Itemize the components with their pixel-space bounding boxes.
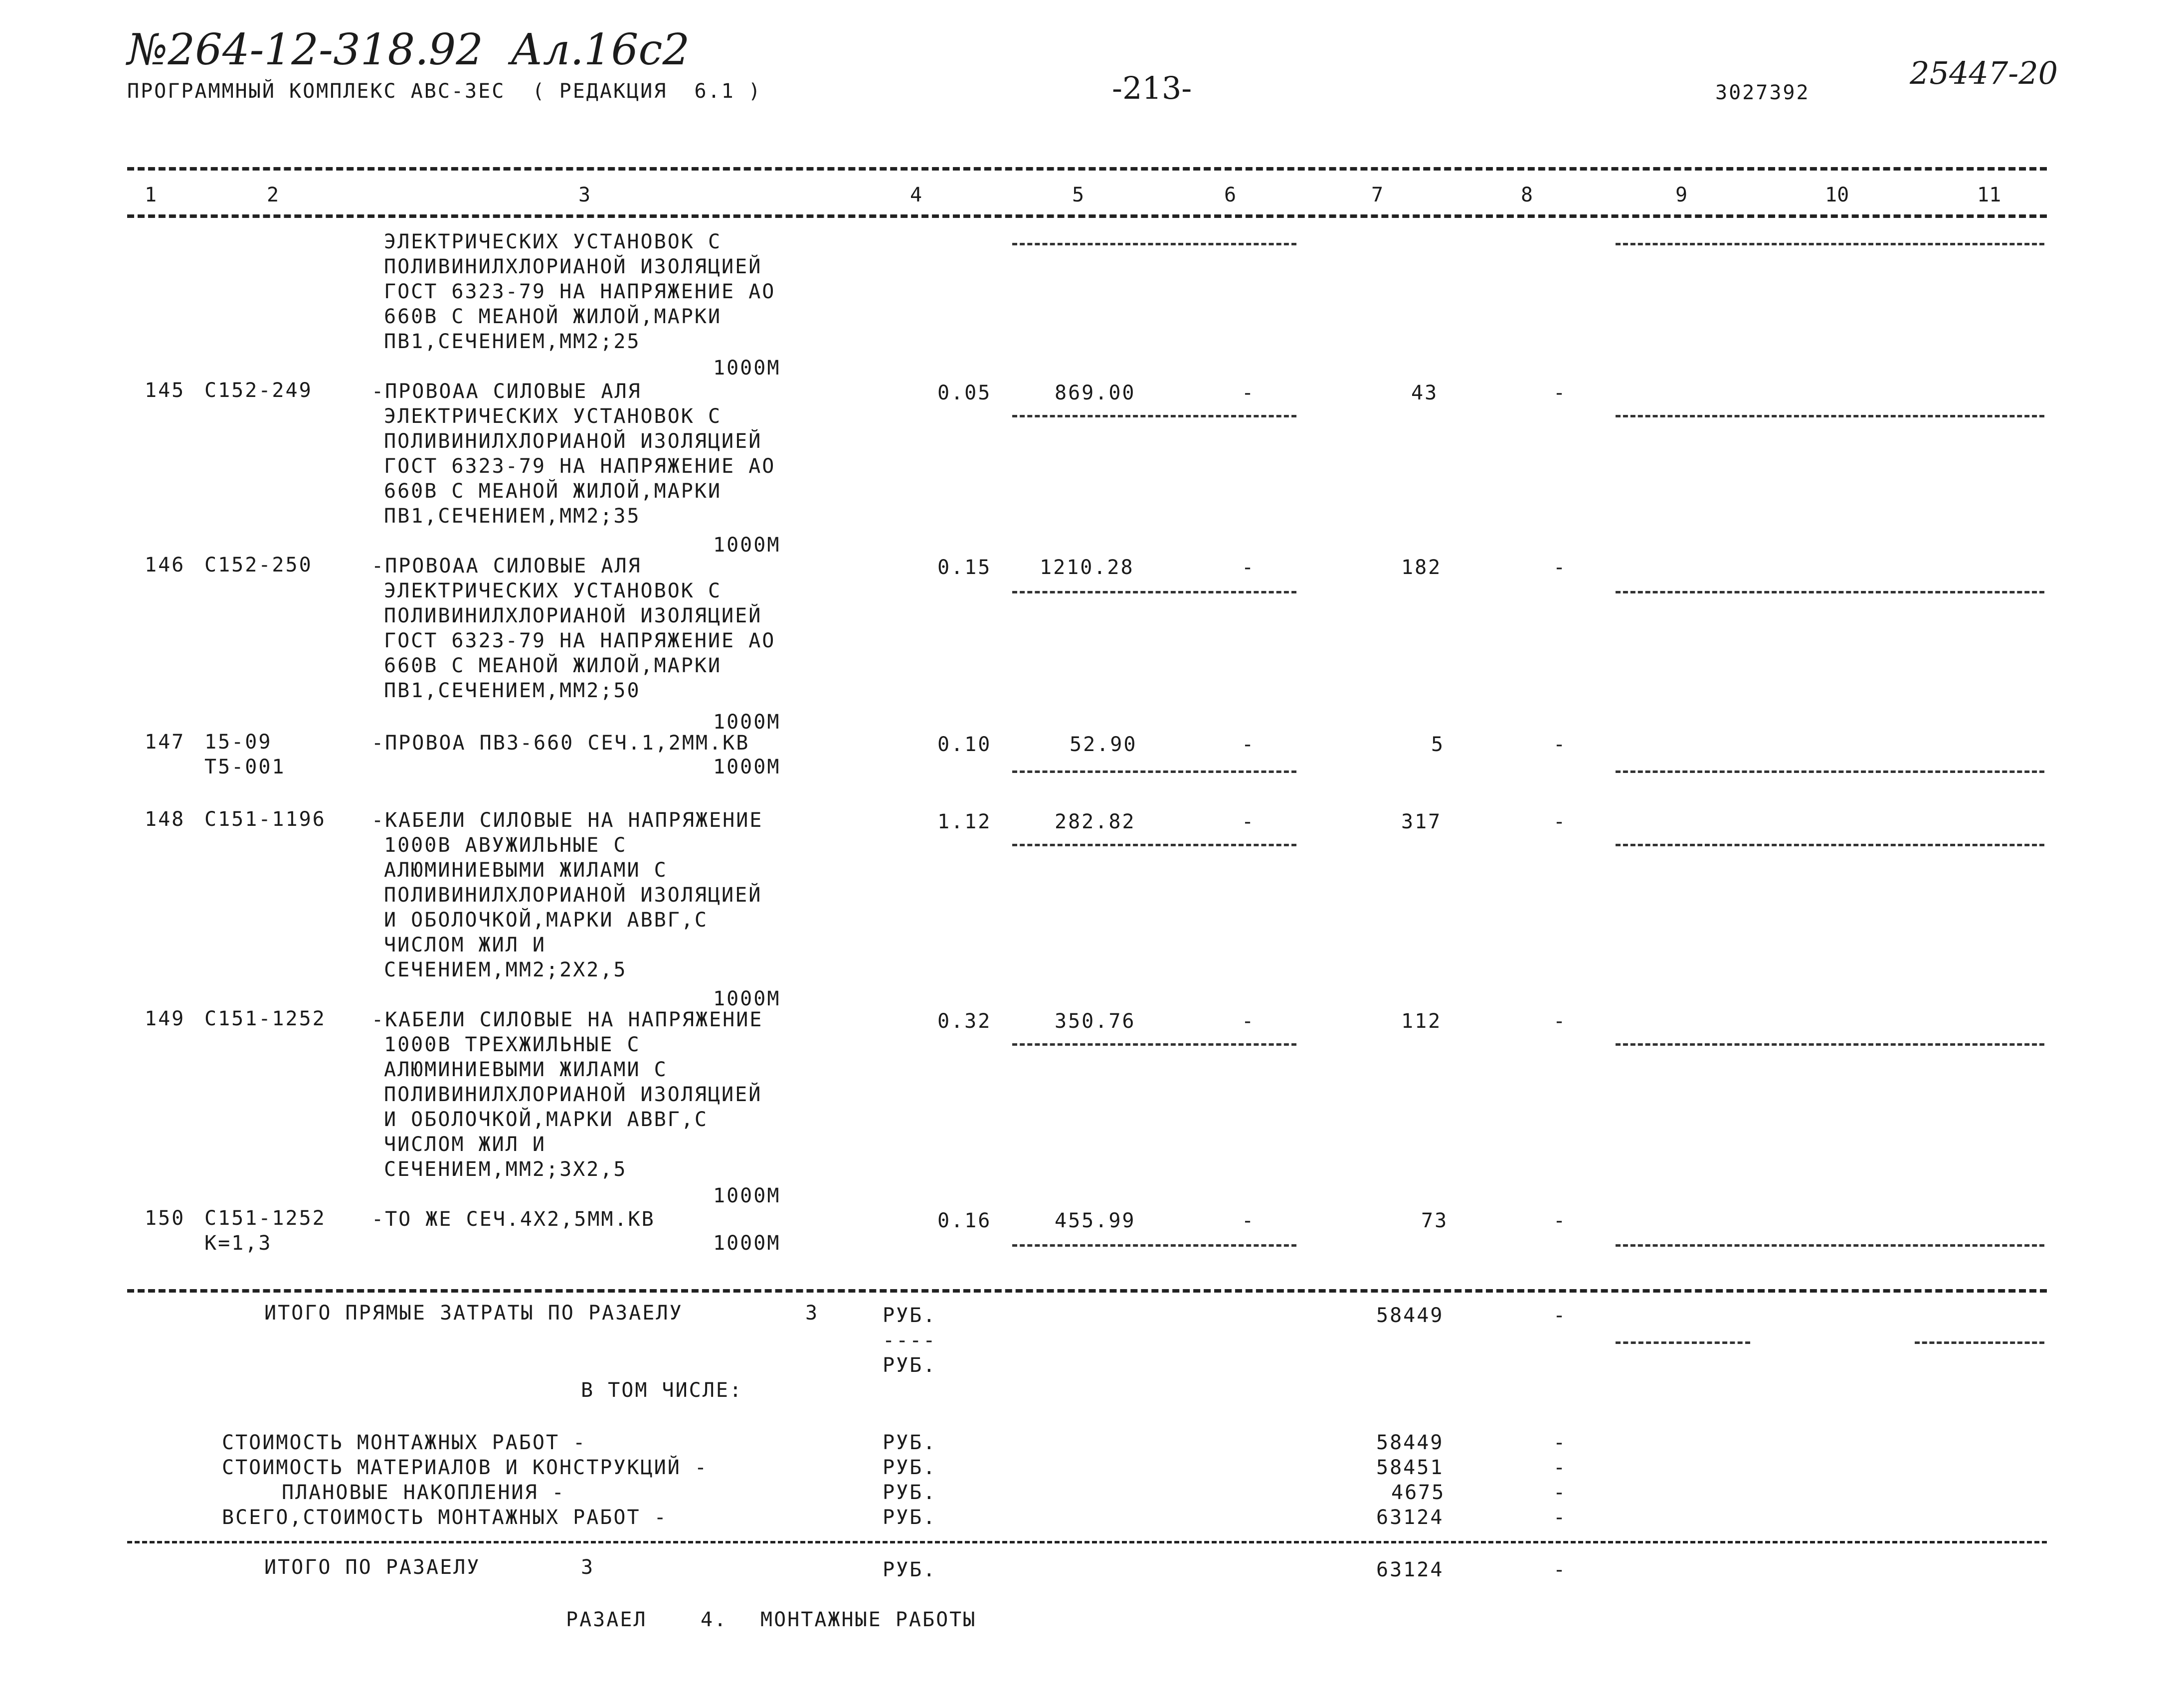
divider bbox=[1012, 844, 1296, 846]
total-direct-col8: - bbox=[1553, 1304, 1567, 1327]
divider bbox=[127, 1541, 2047, 1543]
section-heading-number: 4. bbox=[701, 1608, 728, 1631]
total-item-value: 58451 bbox=[1376, 1456, 1444, 1479]
row-col6: - bbox=[1242, 381, 1256, 404]
total-item-currency: РУБ. bbox=[883, 1506, 937, 1529]
total-item-col8: - bbox=[1553, 1456, 1567, 1479]
divider bbox=[1012, 1244, 1296, 1247]
row-code: С152-249 bbox=[204, 379, 313, 402]
col-header-7: 7 bbox=[1371, 184, 1384, 206]
handwritten-reference: №264-12-318.92 Ал.16с2 bbox=[127, 25, 690, 75]
section-heading-title: МОНТАЖНЫЕ РАБОТЫ bbox=[760, 1608, 977, 1631]
page-number: -213- bbox=[1112, 70, 1192, 106]
total-item-currency: РУБ. bbox=[883, 1456, 937, 1479]
total-item-label: СТОИМОСТЬ МАТЕРИАЛОВ И КОНСТРУКЦИЙ - bbox=[222, 1456, 708, 1479]
col-header-8: 8 bbox=[1521, 184, 1533, 206]
total-direct-currency-alt: РУБ. bbox=[883, 1354, 937, 1377]
divider bbox=[1616, 415, 2044, 417]
program-title: ПРОГРАММНЫЙ КОМПЛЕКС АВС-3ЕС ( РЕДАКЦИЯ 6.1 ) bbox=[127, 80, 762, 103]
row-code-secondary: К=1,3 bbox=[204, 1232, 272, 1255]
divider bbox=[127, 167, 2047, 171]
col-header-3: 3 bbox=[578, 184, 591, 206]
row-col7: 73 bbox=[1421, 1209, 1449, 1232]
row-price: 1210.28 bbox=[1040, 556, 1134, 579]
row-number: 150 bbox=[145, 1207, 185, 1230]
total-item-col8: - bbox=[1553, 1431, 1567, 1454]
divider bbox=[1012, 415, 1296, 417]
row-description: -КАБЕЛИ СИЛОВЫЕ НА НАПРЯЖЕНИЕ 1000В ТРЕХЖИЛЬНЫЕ С АЛЮМИНИЕВЫМИ ЖИЛАМИ С ПОЛИВИНИЛХЛОРИАНОЙ ИЗОЛЯЦИЕЙ И ОБОЛОЧКОЙ,МАРКИ АВВГ,С ЧИСЛОМ ЖИЛ И СЕЧЕНИЕМ,ММ2;3Х2,5 bbox=[371, 1008, 763, 1181]
row-col6: - bbox=[1242, 1209, 1256, 1232]
row-col7: 112 bbox=[1401, 1010, 1442, 1033]
total-item-value: 63124 bbox=[1376, 1506, 1444, 1529]
row-col8: - bbox=[1553, 1209, 1567, 1232]
row-quantity: 0.16 bbox=[937, 1209, 992, 1232]
row-col7: 5 bbox=[1431, 733, 1445, 756]
divider bbox=[1012, 770, 1296, 773]
row-price: 52.90 bbox=[1070, 733, 1137, 756]
divider bbox=[1012, 243, 1296, 245]
row-col8: - bbox=[1553, 381, 1567, 404]
handwritten-code: 25447-20 bbox=[1910, 55, 2058, 91]
col-header-4: 4 bbox=[910, 184, 922, 206]
row-col8: - bbox=[1553, 733, 1567, 756]
section-total-currency: РУБ. bbox=[883, 1558, 937, 1581]
divider bbox=[1616, 591, 2044, 593]
section-heading-label: РАЗАЕЛ bbox=[566, 1608, 647, 1631]
row-col6: - bbox=[1242, 1010, 1256, 1033]
total-item-label: ВСЕГО,СТОИМОСТЬ МОНТАЖНЫХ РАБОТ - bbox=[222, 1506, 668, 1529]
row-number: 148 bbox=[145, 808, 185, 831]
divider bbox=[1012, 1043, 1296, 1046]
row-code: С151-1252 bbox=[204, 1007, 326, 1030]
row-description: -ПРОВОАА СИЛОВЫЕ АЛЯ ЭЛЕКТРИЧЕСКИХ УСТАНОВОК С ПОЛИВИНИЛХЛОРИАНОЙ ИЗОЛЯЦИЕЙ ГОСТ 6323-79 НА НАПРЯЖЕНИЕ АО 660В С МЕАНОЙ ЖИЛОЙ,МАРКИ ПВ1,СЕЧЕНИЕМ,ММ2;50 bbox=[371, 555, 776, 702]
document-code: 3027392 bbox=[1715, 81, 1810, 104]
row-quantity: 0.05 bbox=[937, 381, 992, 404]
row-quantity: 0.32 bbox=[937, 1010, 992, 1033]
row-description: -КАБЕЛИ СИЛОВЫЕ НА НАПРЯЖЕНИЕ 1000В АВУЖИЛЬНЫЕ С АЛЮМИНИЕВЫМИ ЖИЛАМИ С ПОЛИВИНИЛХЛОРИАНОЙ ИЗОЛЯЦИЕЙ И ОБОЛОЧКОЙ,МАРКИ АВВГ,С ЧИСЛОМ ЖИЛ И СЕЧЕНИЕМ,ММ2;2Х2,5 bbox=[371, 809, 763, 981]
col-header-10: 10 bbox=[1825, 184, 1849, 206]
col-header-9: 9 bbox=[1675, 184, 1688, 206]
total-direct-value: 58449 bbox=[1376, 1304, 1444, 1327]
row-number: 149 bbox=[145, 1007, 185, 1030]
row-code: С151-1252 bbox=[204, 1207, 326, 1230]
row-quantity: 1.12 bbox=[937, 810, 992, 833]
total-item-label: СТОИМОСТЬ МОНТАЖНЫХ РАБОТ - bbox=[222, 1431, 587, 1454]
row-unit: 1000М bbox=[713, 1184, 781, 1207]
continuation-unit: 1000М bbox=[713, 357, 781, 380]
row-number: 145 bbox=[145, 379, 185, 402]
divider bbox=[127, 1289, 2047, 1293]
section-total-value: 63124 bbox=[1376, 1558, 1444, 1581]
row-description: -ПРОВОАА СИЛОВЫЕ АЛЯ ЭЛЕКТРИЧЕСКИХ УСТАНОВОК С ПОЛИВИНИЛХЛОРИАНОЙ ИЗОЛЯЦИЕЙ ГОСТ 6323-79 НА НАПРЯЖЕНИЕ АО 660В С МЕАНОЙ ЖИЛОЙ,МАРКИ ПВ1,СЕЧЕНИЕМ,ММ2;35 bbox=[371, 380, 776, 528]
including-label: В ТОМ ЧИСЛЕ: bbox=[581, 1379, 743, 1402]
total-direct-currency: РУБ. bbox=[883, 1304, 937, 1327]
row-price: 350.76 bbox=[1055, 1010, 1136, 1033]
row-col6: - bbox=[1242, 810, 1256, 833]
total-currency-dash: ---- bbox=[883, 1329, 937, 1352]
row-price: 455.99 bbox=[1055, 1209, 1136, 1232]
divider bbox=[1616, 844, 2044, 846]
total-item-value: 58449 bbox=[1376, 1431, 1444, 1454]
divider bbox=[1616, 1043, 2044, 1046]
total-direct-section: 3 bbox=[805, 1302, 819, 1325]
row-unit: 1000М bbox=[713, 1232, 781, 1255]
continuation-description: ЭЛЕКТРИЧЕСКИХ УСТАНОВОК С ПОЛИВИНИЛХЛОРИАНОЙ ИЗОЛЯЦИЕЙ ГОСТ 6323-79 НА НАПРЯЖЕНИЕ АО 660В С МЕАНОЙ ЖИЛОЙ,МАРКИ ПВ1,СЕЧЕНИЕМ,ММ2;25 bbox=[384, 230, 776, 353]
total-item-label: ПЛАНОВЫЕ НАКОПЛЕНИЯ - bbox=[282, 1481, 565, 1504]
row-quantity: 0.15 bbox=[937, 556, 992, 579]
divider bbox=[1915, 1341, 2044, 1344]
row-code-secondary: Т5-001 bbox=[204, 756, 286, 778]
row-col6: - bbox=[1242, 733, 1256, 756]
row-price: 869.00 bbox=[1055, 381, 1136, 404]
divider bbox=[1616, 1341, 1750, 1344]
total-item-value: 4675 bbox=[1391, 1481, 1446, 1504]
row-description: -ТО ЖЕ СЕЧ.4Х2,5ММ.КВ bbox=[371, 1208, 655, 1231]
row-unit: 1000М bbox=[713, 711, 781, 734]
divider bbox=[1616, 243, 2044, 245]
row-unit: 1000М bbox=[713, 987, 781, 1010]
total-direct-label: ИТОГО ПРЯМЫЕ ЗАТРАТЫ ПО РАЗАЕЛУ bbox=[264, 1302, 683, 1325]
total-item-col8: - bbox=[1553, 1506, 1567, 1529]
row-col7: 182 bbox=[1401, 556, 1442, 579]
row-description: -ПРОВОА ПВ3-660 СЕЧ.1,2ММ.КВ bbox=[371, 732, 750, 755]
row-col8: - bbox=[1553, 810, 1567, 833]
col-header-6: 6 bbox=[1224, 184, 1237, 206]
section-total-label: ИТОГО ПО РАЗАЕЛУ bbox=[264, 1556, 481, 1579]
divider bbox=[1616, 770, 2044, 773]
row-code: С152-250 bbox=[204, 554, 313, 576]
col-header-5: 5 bbox=[1072, 184, 1085, 206]
divider bbox=[127, 214, 2047, 218]
row-quantity: 0.10 bbox=[937, 733, 992, 756]
row-number: 146 bbox=[145, 554, 185, 576]
col-header-11: 11 bbox=[1977, 184, 2001, 206]
total-item-col8: - bbox=[1553, 1481, 1567, 1504]
col-header-2: 2 bbox=[267, 184, 279, 206]
row-number: 147 bbox=[145, 731, 185, 754]
row-col8: - bbox=[1553, 1010, 1567, 1033]
row-col7: 43 bbox=[1411, 381, 1439, 404]
row-col7: 317 bbox=[1401, 810, 1442, 833]
total-item-currency: РУБ. bbox=[883, 1481, 937, 1504]
row-price: 282.82 bbox=[1055, 810, 1136, 833]
row-col8: - bbox=[1553, 556, 1567, 579]
row-col6: - bbox=[1242, 556, 1256, 579]
section-total-col8: - bbox=[1553, 1558, 1567, 1581]
row-unit: 1000М bbox=[713, 756, 781, 778]
col-header-1: 1 bbox=[145, 184, 157, 206]
total-item-currency: РУБ. bbox=[883, 1431, 937, 1454]
section-total-number: 3 bbox=[581, 1556, 595, 1579]
row-code: 15-09 bbox=[204, 731, 272, 754]
row-code: С151-1196 bbox=[204, 808, 326, 831]
divider bbox=[1616, 1244, 2044, 1247]
row-unit: 1000М bbox=[713, 534, 781, 557]
divider bbox=[1012, 591, 1296, 593]
